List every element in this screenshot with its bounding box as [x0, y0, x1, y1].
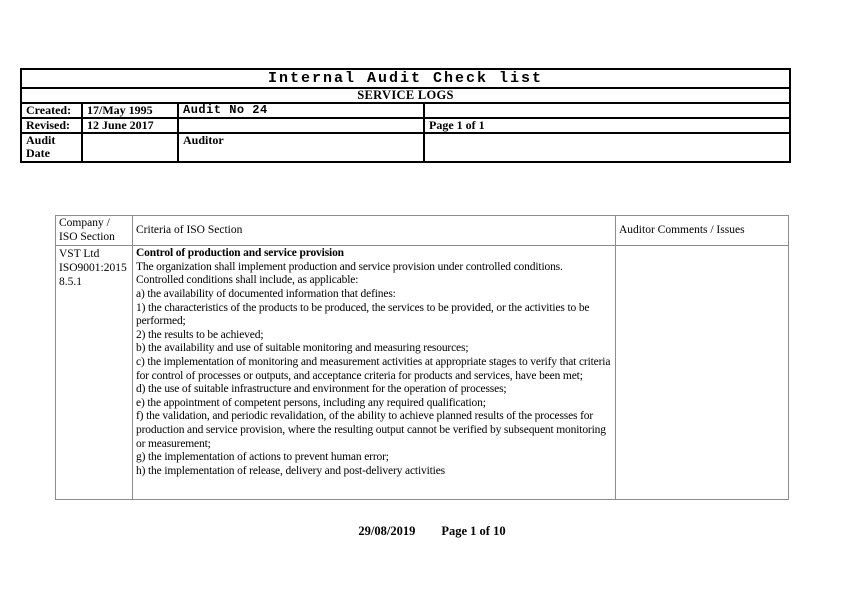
criteria-heading: Control of production and service provision — [136, 247, 344, 260]
audit-no: Audit No 24 — [178, 103, 424, 118]
col-header-criteria: Criteria of ISO Section — [133, 216, 616, 246]
page-footer — [11, 524, 842, 539]
criteria-cell — [133, 246, 616, 500]
text-line: c) the implementation of monitoring and measurement activities at appropriate stages to verify that criteria for control of processes or outputs, and acceptance criteria for products and services, have been met; — [136, 355, 611, 382]
revised-value: 12 June 2017 — [82, 118, 178, 133]
audit-criteria-table — [55, 215, 789, 500]
table-row — [56, 246, 789, 500]
empty-cell — [424, 103, 790, 118]
revised-label: Revised: — [21, 118, 82, 133]
text-line: VST Ltd — [59, 248, 100, 261]
criteria-body — [136, 261, 612, 479]
created-row — [21, 103, 790, 118]
table-header-row — [56, 216, 789, 246]
audit-date-value-cell — [82, 133, 178, 162]
text-line: f) the validation, and periodic revalidation, of the ability to achieve planned results of the processes for production and service provision, where the resulting output cannot be verified by subsequent monitoring or measurement; — [136, 410, 606, 450]
empty-cell — [424, 133, 790, 162]
header-table — [20, 68, 791, 163]
revised-row — [21, 118, 790, 133]
page-info: Page 1 of 1 — [424, 118, 790, 133]
footer-page-number: Page 1 of 10 — [441, 524, 506, 538]
auditor-comments-cell — [616, 246, 789, 500]
text-line: 1) the characteristics of the products to be produced, the services to be provided, or the activities to be performed; — [136, 301, 590, 328]
text-line: The organization shall implement production and service provision under controlled conditions. Controlled conditions shall include, as applicable: — [136, 260, 563, 287]
title-row — [21, 69, 790, 88]
empty-cell — [178, 118, 424, 133]
company-iso-cell — [56, 246, 133, 500]
subtitle-row — [21, 88, 790, 103]
text-line: ISO9001:2015 — [59, 262, 127, 275]
audit-date-label: Audit Date — [21, 133, 82, 162]
text-line: d) the use of suitable infrastructure and environment for the operation of processes; — [136, 383, 507, 396]
text-line: e) the appointment of competent persons, including any required qualification; — [136, 396, 486, 409]
text-line: 8.5.1 — [59, 276, 82, 289]
text-line: a) the availability of documented information that defines: — [136, 287, 396, 300]
created-value: 17/May 1995 — [82, 103, 178, 118]
text-line: h) the implementation of release, delivery and post-delivery activities — [136, 464, 446, 477]
document-title: Internal Audit Check list — [21, 69, 790, 88]
col-header-company: Company / ISO Section — [56, 216, 133, 246]
auditor-label: Auditor — [178, 133, 424, 162]
text-line: 2) the results to be achieved; — [136, 328, 264, 341]
col-header-comments: Auditor Comments / Issues — [616, 216, 789, 246]
footer-date: 29/08/2019 — [358, 524, 416, 538]
text-line: b) the availability and use of suitable monitoring and measuring resources; — [136, 342, 469, 355]
audit-date-row — [21, 133, 790, 162]
text-line: g) the implementation of actions to prevent human error; — [136, 451, 389, 464]
document-subtitle: SERVICE LOGS — [21, 88, 790, 103]
created-label: Created: — [21, 103, 82, 118]
